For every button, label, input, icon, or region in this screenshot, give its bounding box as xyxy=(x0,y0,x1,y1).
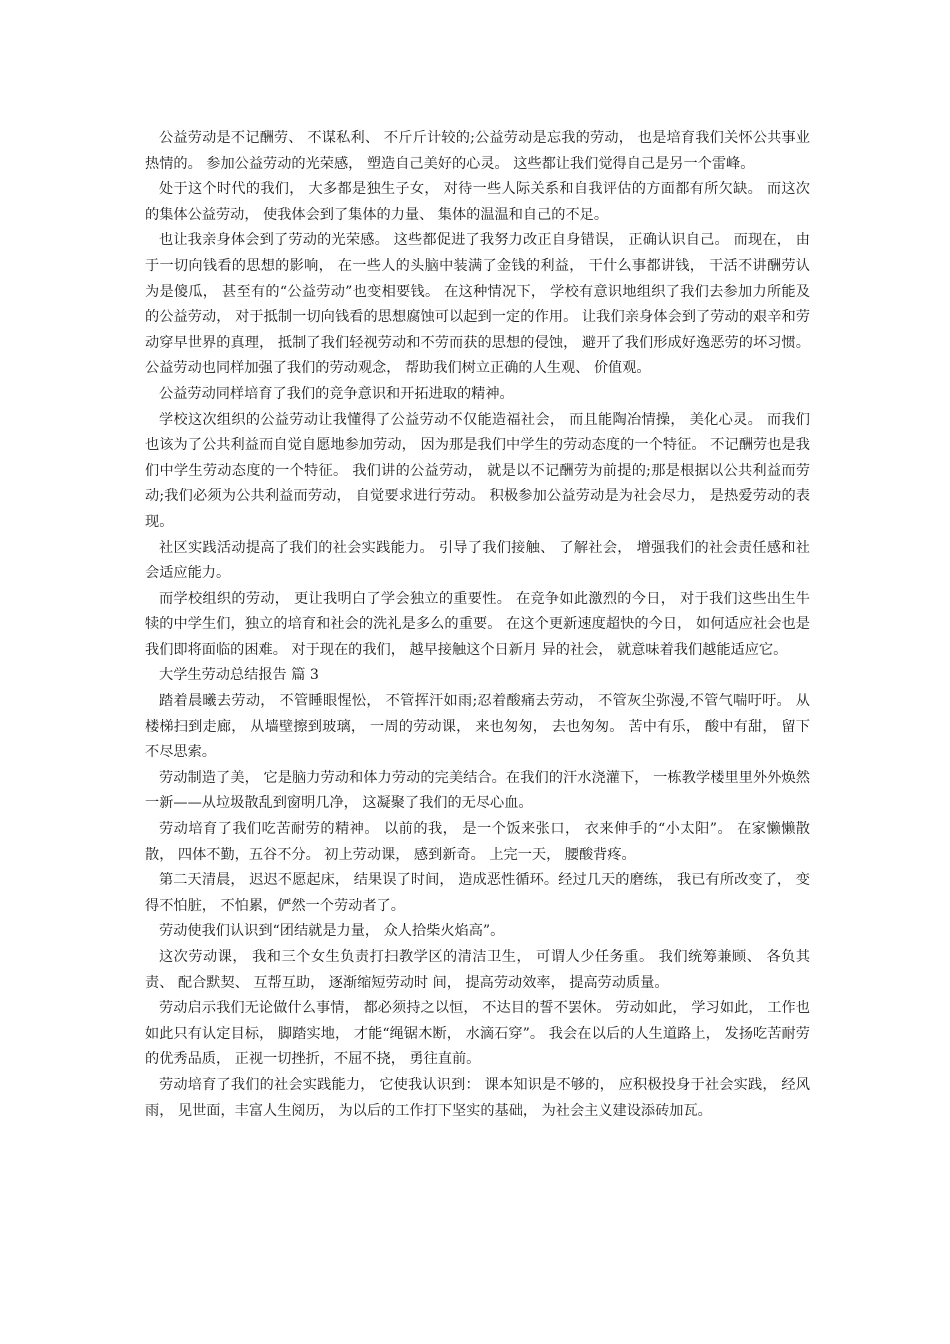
paragraph: 劳动培育了我们的社会实践能力， 它使我认识到： 课本知识是不够的， 应积极投身于社会实践， 经风雨， 见世面，丰富人生阅历， 为以后的工作打下坚实的基础， 为社会主义建设添砖加瓦。 xyxy=(145,1076,810,1119)
paragraph: 而学校组织的劳动， 更让我明白了学会独立的重要性。 在竞争如此激烈的今日， 对于我们这些出生牛犊的中学生们，独立的培育和社会的洗礼是多么的重要。 在这个更新速度超快的今日， 如何适应社会也是我们即将面临的困难。 对于现在的我们， 越早接触这个日新月 异的社会， 就意味着我们越能适应它。 xyxy=(145,590,810,658)
paragraph: 社区实践活动提高了我们的社会实践能力。 引导了我们接触、 了解社会， 增强我们的社会责任感和社会适应能力。 xyxy=(145,539,810,582)
paragraph: 这次劳动课， 我和三个女生负责打扫教学区的清洁卫生， 可谓人少任务重。 我们统筹兼顾、 各负其责、 配合默契、 互帮互助， 逐渐缩短劳动时 间， 提高劳动效率， 提高劳动质量。 xyxy=(145,949,810,991)
paragraph: 也让我亲身体会到了劳动的光荣感。 这些都促进了我努力改正自身错误， 正确认识自己。 而现在， 由于一切向钱看的思想的影响， 在一些人的头脑中装满了金钱的利益， 干什么事都讲钱， 干活不讲酬劳认为是傻瓜， 甚至有的“公益劳动”也变相要钱。 在这种情况下， 学校有意识地组织了我们去参加力所能及的公益劳动， 对于抵制一切向钱看的思想腐蚀可以起到一定的作用。 让我们亲身体会到了劳动的艰辛和劳动穿早世界的真理， 抵制了我们轻视劳动和不劳而获的思想的侵蚀， 避开了我们形成好逸恶劳的坏习惯。 公益劳动也同样加强了我们的劳动观念， 帮助我们树立正确的人生观、 价值观。 xyxy=(145,232,810,377)
paragraph: 公益劳动同样培育了我们的竞争意识和开拓进取的精神。 xyxy=(159,385,514,402)
paragraph: 第二天清晨， 迟迟不愿起床， 结果误了时间， 造成恶性循环。经过几天的磨练， 我已有所改变了， 变得不怕脏， 不怕累，俨然一个劳动者了。 xyxy=(145,872,810,914)
paragraph: 学校这次组织的公益劳动让我懂得了公益劳动不仅能造福社会， 而且能陶冶情操， 美化心灵。 而我们也该为了公共利益而自觉自愿地参加劳动， 因为那是我们中学生的劳动态度的一个特征。 不记酬劳也是我们中学生劳动态度的一个特征。 我们讲的公益劳动， 就是以不记酬劳为前提的;那是根据以公共利益而劳动;我们必须为公共利益而劳动， 自觉要求进行劳动。 积极参加公益劳动是为社会尽力， 是热爱劳动的表现。 xyxy=(145,411,810,530)
document-page xyxy=(145,126,810,1124)
paragraph: 踏着晨曦去劳动， 不管睡眼惺忪， 不管挥汗如雨;忍着酸痛去劳动， 不管灰尘弥漫,不管气喘吁吁。 从楼梯扫到走廊， 从墙壁擦到玻璃， 一周的劳动课， 来也匆匆， 去也匆匆。 苦中有乐， 酸中有甜， 留下不尽思索。 xyxy=(145,693,810,761)
paragraph: 劳动启示我们无论做什么事情， 都必须持之以恒， 不达目的誓不罢休。 劳动如此， 学习如此， 工作也如此只有认定目标， 脚踏实地， 才能“绳锯木断， 水滴石穿”。 我会在以后的人生道路上， 发扬吃苦耐劳的优秀品质， 正视一切挫折，不屈不挠， 勇往直前。 xyxy=(145,1000,810,1068)
paragraph: 劳动使我们认识到“团结就是力量， 众人拾柴火焰高”。 xyxy=(159,923,505,940)
paragraph: 处于这个时代的我们， 大多都是独生子女， 对待一些人际关系和自我评估的方面都有所欠缺。 而这次的集体公益劳动， 使我体会到了集体的力量、 集体的温温和自己的不足。 xyxy=(145,181,810,223)
paragraph: 劳动培育了我们吃苦耐劳的精神。 以前的我， 是一个饭来张口， 衣来伸手的“小太阳”。 在家懒懒散散， 四体不勤，五谷不分。 初上劳动课， 感到新奇。 上完一天， 腰酸背疼。 xyxy=(145,821,810,863)
section-heading: 大学生劳动总结报告 篇 3 xyxy=(159,667,319,684)
paragraph: 公益劳动是不记酬劳、 不谋私利、 不斤斤计较的;公益劳动是忘我的劳动， 也是培育我们关怀公共事业热情的。 参加公益劳动的光荣感， 塑造自己美好的心灵。 这些都让我们觉得自己是另一个雷峰。 xyxy=(145,130,810,172)
paragraph: 劳动制造了美， 它是脑力劳动和体力劳动的完美结合。在我们的汗水浇灌下， 一栋教学楼里里外外焕然一新——从垃圾散乱到窗明几净， 这凝聚了我们的无尽心血。 xyxy=(145,769,810,812)
